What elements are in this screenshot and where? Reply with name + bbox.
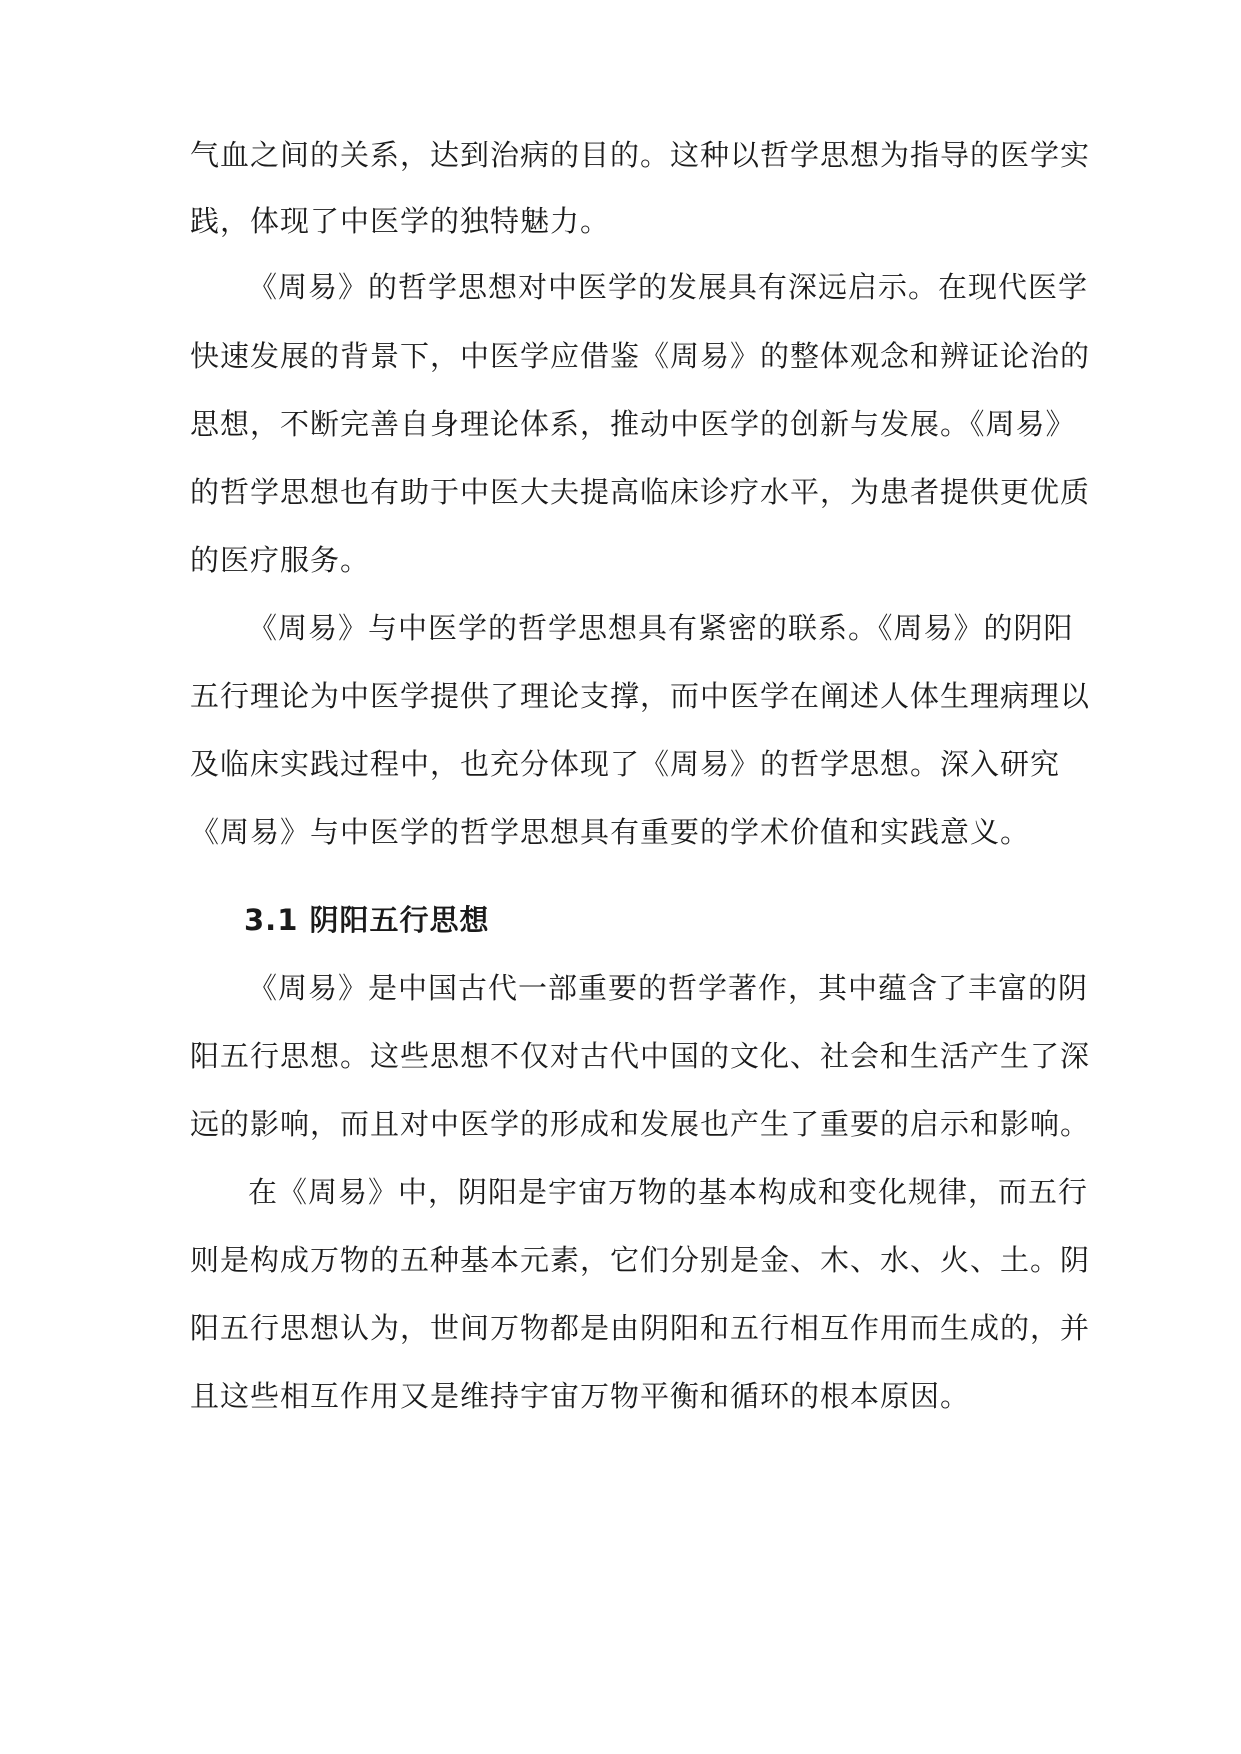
- paragraph-line: 践，体现了中医学的独特魅力。: [190, 204, 611, 238]
- paragraph-line: 且这些相互作用又是维持宇宙万物平衡和循环的根本原因。: [190, 1379, 971, 1413]
- paragraph-line: 在《周易》中，阴阳是宇宙万物的基本构成和变化规律，而五行: [248, 1175, 1089, 1209]
- paragraph-line: 则是构成万物的五种基本元素，它们分别是金、木、水、火、土。阴: [190, 1243, 1091, 1277]
- section-heading: 3.1 阴阳五行思想: [244, 903, 490, 937]
- paragraph-line: 阳五行思想认为，世间万物都是由阴阳和五行相互作用而生成的，并: [190, 1311, 1091, 1345]
- paragraph-line: 的哲学思想也有助于中医大夫提高临床诊疗水平，为患者提供更优质: [190, 475, 1091, 509]
- paragraph-line: 《周易》与中医学的哲学思想具有紧密的联系。《周易》的阴阳: [248, 611, 1074, 645]
- paragraph-line: 阳五行思想。这些思想不仅对古代中国的文化、社会和生活产生了深: [190, 1039, 1091, 1073]
- paragraph-line: 《周易》与中医学的哲学思想具有重要的学术价值和实践意义。: [190, 815, 1031, 849]
- paragraph-line: 远的影响，而且对中医学的形成和发展也产生了重要的启示和影响。: [190, 1107, 1091, 1141]
- paragraph-line: 及临床实践过程中，也充分体现了《周易》的哲学思想。深入研究: [190, 747, 1061, 781]
- paragraph-line: 气血之间的关系，达到治病的目的。这种以哲学思想为指导的医学实: [190, 138, 1091, 172]
- paragraph-line: 《周易》是中国古代一部重要的哲学著作，其中蕴含了丰富的阴: [248, 971, 1089, 1005]
- paragraph-line: 的医疗服务。: [190, 543, 371, 577]
- paragraph-line: 快速发展的背景下，中医学应借鉴《周易》的整体观念和辨证论治的: [190, 339, 1091, 373]
- paragraph-line: 《周易》的哲学思想对中医学的发展具有深远启示。在现代医学: [248, 270, 1089, 304]
- paragraph-line: 思想，不断完善自身理论体系，推动中医学的创新与发展。《周易》: [190, 407, 1076, 441]
- paragraph-line: 五行理论为中医学提供了理论支撑，而中医学在阐述人体生理病理以: [190, 679, 1091, 713]
